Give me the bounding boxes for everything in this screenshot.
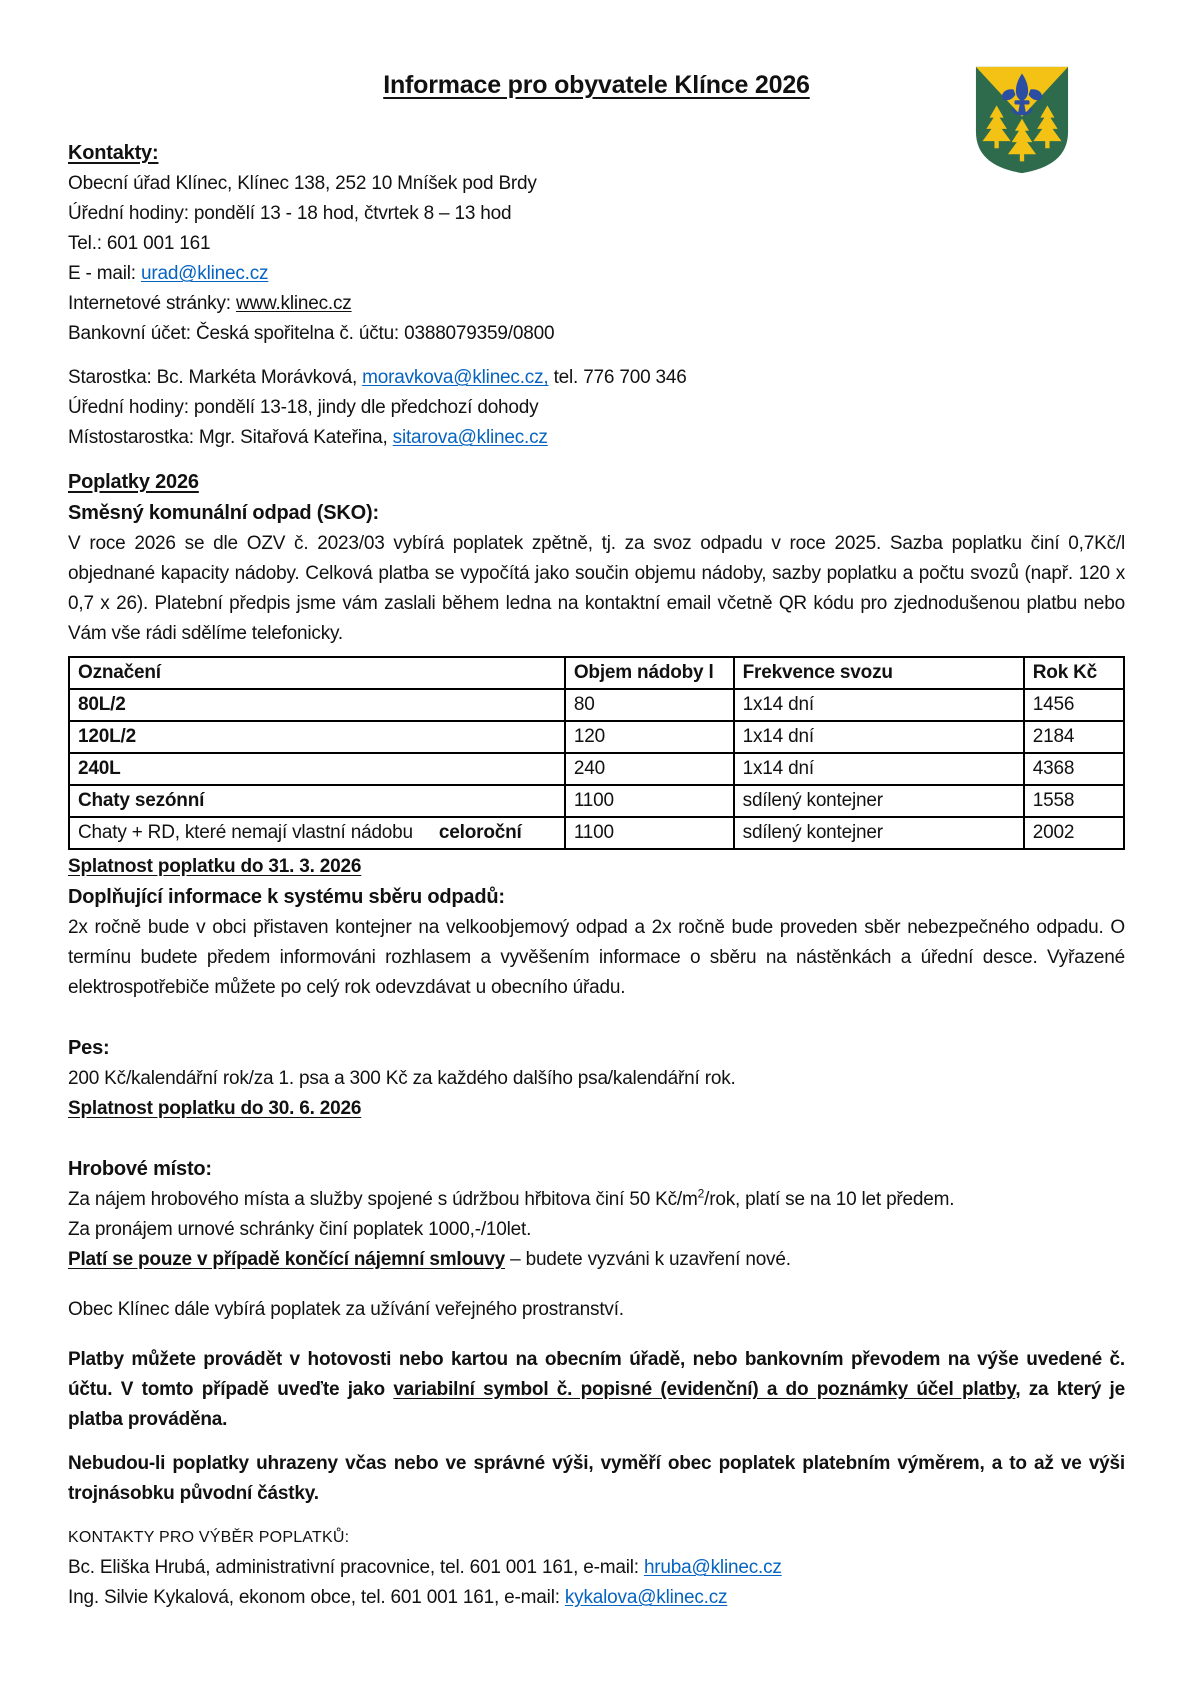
- dog-due-date: Splatnost poplatku do 30. 6. 2026: [68, 1098, 362, 1119]
- table-row: [69, 721, 1124, 753]
- deputy-email-link[interactable]: sitarova@klinec.cz: [392, 427, 548, 448]
- sko-paragraph: V roce 2026 se dle OZV č. 2023/03 vybírá poplatek zpětně, tj. za svoz odpadu v roce 2025. Sazba poplatku činí 0,7Kč/l objednané kapacity nádoby. Celková platba se vypočítá jako součin objemu nádoby, sazby poplatku a počtu svozů (např. 120 x 0,7 x 26). Platební předpis jsme vám zaslali během ledna na kontaktní email včetně QR kódu pro zjednodušenou platbu nebo Vám vše rádi sdělíme telefonicky.: [68, 533, 1125, 644]
- municipal-coat-of-arms: [975, 64, 1069, 176]
- row-price: 4368: [1024, 753, 1124, 785]
- office-phone: Tel.: 601 001 161: [68, 233, 211, 254]
- row-volume: 240: [565, 753, 734, 785]
- deputy-line: [68, 423, 1125, 453]
- office-hours: Úřední hodiny: pondělí 13 - 18 hod, čtvrtek 8 – 13 hod: [68, 203, 512, 224]
- mayor-line: [68, 363, 1125, 393]
- col-header-rok: Rok Kč: [1024, 657, 1124, 689]
- row-volume: 80: [565, 689, 734, 721]
- page-title: Informace pro obyvatele Klínce 2026: [383, 71, 810, 99]
- row-price: 1558: [1024, 785, 1124, 817]
- col-header-frekvence: Frekvence svozu: [734, 657, 1024, 689]
- row-label: 80L/2: [69, 689, 565, 721]
- contract-line: Platí se pouze v případě končící nájemní smlouvy – budete vyzváni k uzavření nové.: [68, 1249, 791, 1270]
- waste-extra-heading: Doplňující informace k systému sběru odpadů:: [68, 886, 505, 908]
- public-space-fee: Obec Klínec dále vybírá poplatek za užívání veřejného prostranství.: [68, 1299, 624, 1320]
- spacer: [68, 1509, 1125, 1523]
- row-label: Chaty sezónní: [69, 785, 565, 817]
- contacts-heading: Kontakty:: [68, 142, 159, 164]
- table-row: [69, 817, 1124, 849]
- row-frequency: sdílený kontejner: [734, 817, 1024, 849]
- spacer: [68, 1003, 1125, 1033]
- office-email-link[interactable]: urad@klinec.cz: [140, 263, 269, 284]
- mayor-email-link[interactable]: moravkova@klinec.cz,: [362, 367, 549, 388]
- penalty-paragraph: Nebudou-li poplatky uhrazeny včas nebo ve správné výši, vyměří obec poplatek platebním výměrem, a to až ve výši trojnásobku původní částky.: [68, 1453, 1125, 1504]
- email-label: E - mail:: [68, 263, 141, 284]
- sko-due-date: Splatnost poplatku do 31. 3. 2026: [68, 856, 362, 877]
- row-label-suffix: celoroční: [438, 822, 522, 843]
- payment-paragraph: Platby můžete provádět v hotovosti nebo kartou na obecním úřadě, nebo bankovním převodem na výše uvedené č. účtu. V tomto případě uveďte jako variabilní symbol č. popisné (evidenční) a do poznámky účel platby, za který je platba prováděna.: [68, 1349, 1126, 1430]
- table-row: [69, 753, 1124, 785]
- person2-email-link[interactable]: kykalova@klinec.cz: [564, 1587, 728, 1608]
- waste-extra-paragraph: 2x ročně bude v obci přistaven kontejner na velkoobjemový odpad a 2x ročně bude proveden sběr nebezpečného odpadu. O termínu budete předem informováni rozhlasem a vyvěšením informace o sběru na nástěnkách a úřední desce. Vyřazené elektrospotřebiče můžete po celý rok odevzdávat u obecního úřadu.: [68, 917, 1125, 998]
- row-volume: 1100: [565, 817, 734, 849]
- mayor-hours: Úřední hodiny: pondělí 13-18, jindy dle předchozí dohody: [68, 397, 539, 418]
- mayor-phone: tel. 776 700 346: [548, 367, 687, 388]
- row-volume: 120: [565, 721, 734, 753]
- row-frequency: 1x14 dní: [734, 689, 1024, 721]
- spacer: [68, 1325, 1125, 1345]
- row-label: 120L/2: [69, 721, 565, 753]
- grave-heading: Hrobové místo:: [68, 1158, 212, 1180]
- dog-fee-text: 200 Kč/kalendářní rok/za 1. psa a 300 Kč za každého dalšího psa/kalendářní rok.: [68, 1068, 736, 1089]
- spacer: [68, 453, 1125, 467]
- sko-heading: Směsný komunální odpad (SKO):: [68, 502, 379, 524]
- deputy-label: Místostarostka: Mgr. Sitařová Kateřina,: [68, 427, 393, 448]
- table-row: [69, 689, 1124, 721]
- person1-email-link[interactable]: hruba@klinec.cz: [643, 1557, 782, 1578]
- variable-symbol-note: variabilní symbol č. popisné (evidenční) a do poznámky účel platby: [393, 1379, 1016, 1400]
- row-frequency: sdílený kontejner: [734, 785, 1024, 817]
- row-volume: 1100: [565, 785, 734, 817]
- superscript-2: 2: [697, 1186, 705, 1201]
- fees-heading: Poplatky 2026: [68, 471, 199, 493]
- website-label: Internetové stránky:: [68, 293, 236, 314]
- fee-contact-person2: Ing. Silvie Kykalová, ekonom obce, tel. 601 001 161, e-mail: kykalova@klinec.cz: [68, 1587, 728, 1608]
- col-header-objem: Objem nádoby l: [565, 657, 734, 689]
- row-label: Chaty + RD, které nemají vlastní nádobu celoroční: [69, 817, 565, 849]
- grave-rent-line: Za nájem hrobového místa a služby spojené s údržbou hřbitova činí 50 $Kč/m^2$/rok, platí se na 10 let předem.: [68, 1186, 955, 1210]
- website-link[interactable]: www.klinec.cz: [235, 293, 352, 314]
- row-price: 2184: [1024, 721, 1124, 753]
- col-header-oznaceni: Označení: [69, 657, 565, 689]
- office-address: Obecní úřad Klínec, Klínec 138, 252 10 Mníšek pod Brdy: [68, 173, 537, 194]
- row-price: 2002: [1024, 817, 1124, 849]
- fee-contact-person1: Bc. Eliška Hrubá, administrativní pracovnice, tel. 601 001 161, e-mail: hruba@klinec.cz: [68, 1557, 782, 1578]
- row-label: 240L: [69, 753, 565, 785]
- row-price: 1456: [1024, 689, 1124, 721]
- fee-contacts-heading: KONTAKTY PRO VÝBĚR POPLATKŮ:: [68, 1529, 350, 1546]
- website-line: [68, 289, 1125, 319]
- table-header-row: [69, 657, 1124, 689]
- urn-rent-line: Za pronájem urnové schránky činí poplatek 1000,-/10let.: [68, 1219, 532, 1240]
- row-frequency: 1x14 dní: [734, 753, 1024, 785]
- table-row: [69, 785, 1124, 817]
- office-email-line: [68, 259, 1125, 289]
- row-frequency: 1x14 dní: [734, 721, 1024, 753]
- dog-heading: Pes:: [68, 1037, 110, 1059]
- spacer: [68, 1435, 1125, 1449]
- spacer: [68, 349, 1125, 363]
- mayor-label: Starostka: Bc. Markéta Morávková,: [68, 367, 363, 388]
- spacer: [68, 1275, 1125, 1295]
- waste-fee-table: [68, 656, 1125, 850]
- contract-bold-text: Platí se pouze v případě končící nájemní smlouvy: [68, 1249, 506, 1270]
- bank-account: Bankovní účet: Česká spořitelna č. účtu: 0388079359/0800: [68, 323, 555, 344]
- spacer: [68, 1124, 1125, 1154]
